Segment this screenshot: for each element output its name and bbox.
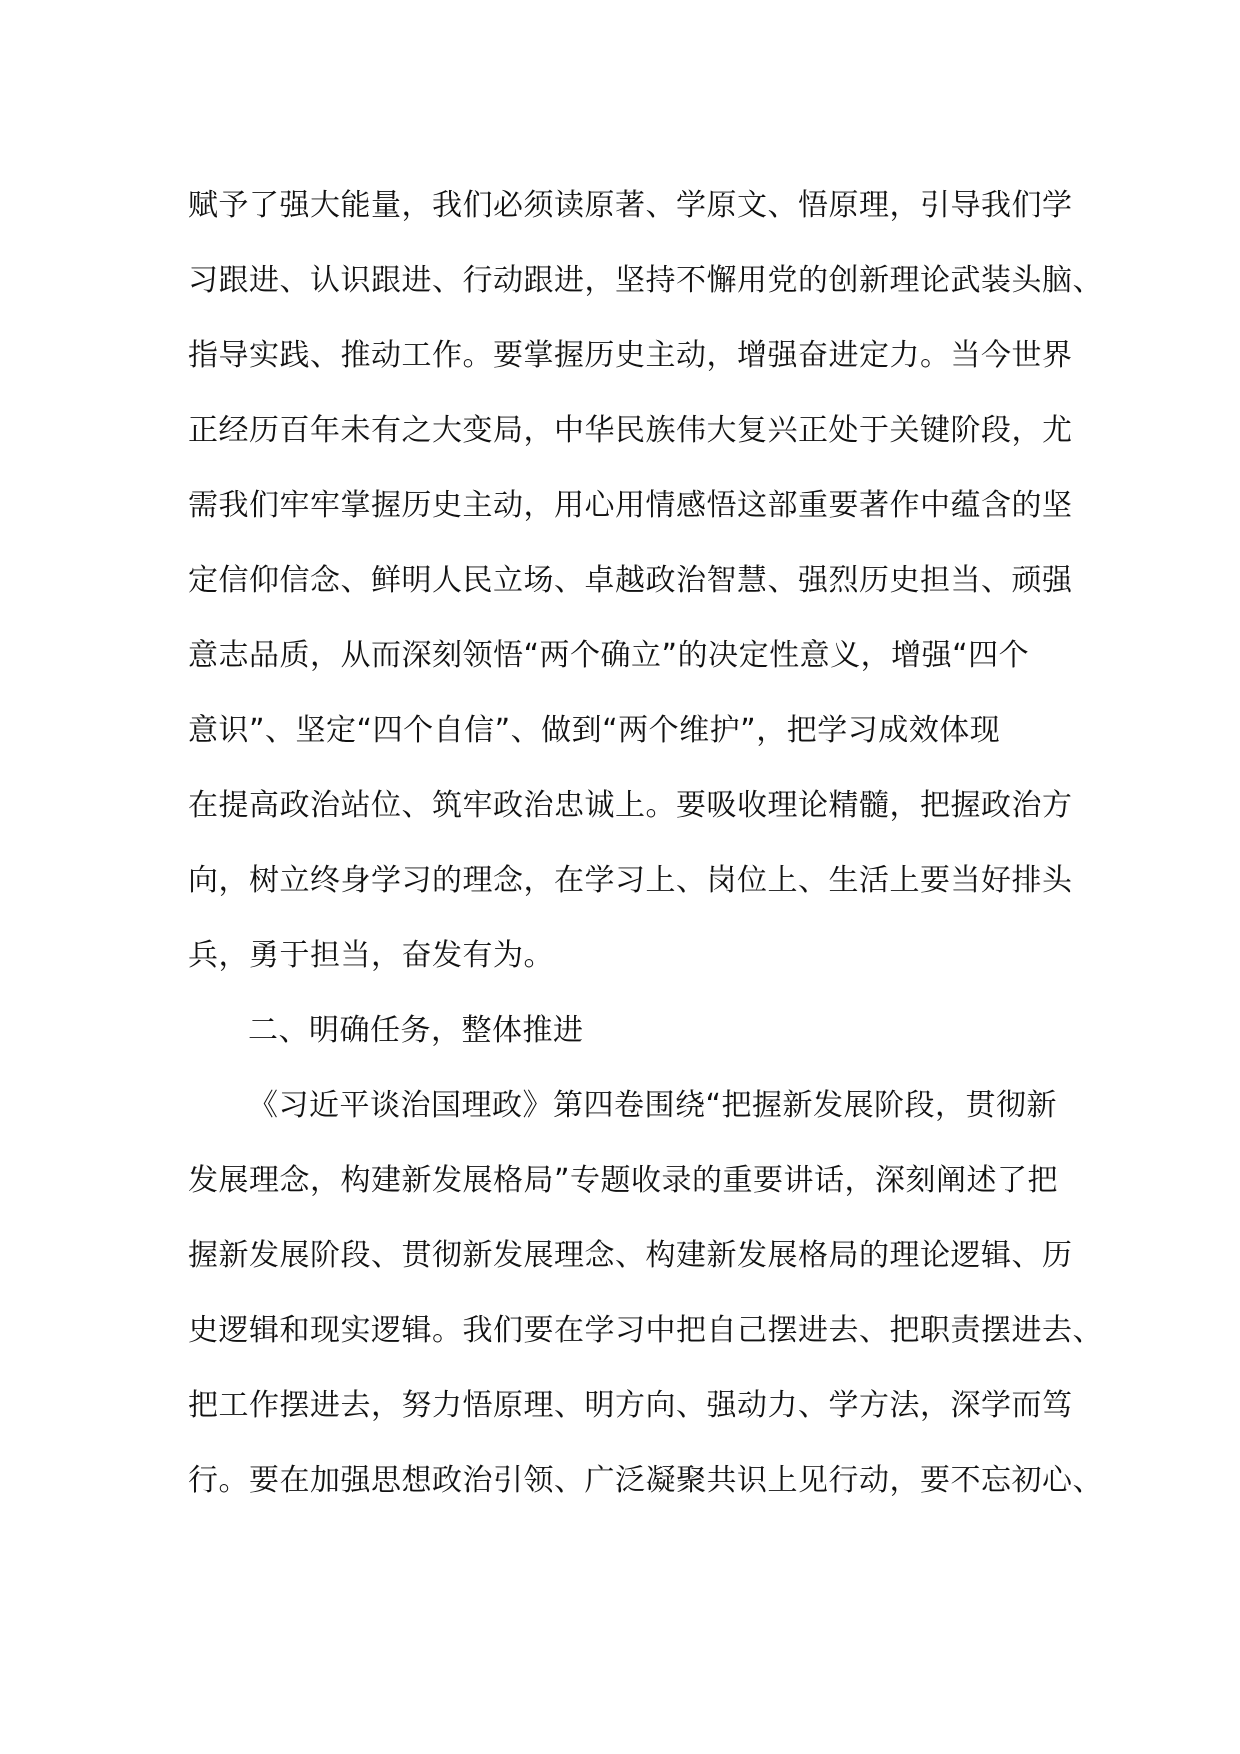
paragraph-line: 在提高政治站位、筑牢政治忠诚上。要吸收理论精髓，把握政治方 xyxy=(188,788,1073,823)
paragraph-line: 发展理念，构建新发展格局”专题收录的重要讲话，深刻阐述了把 xyxy=(188,1163,1059,1198)
paragraph-line: 行。要在加强思想政治引领、广泛凝聚共识上见行动，要不忘初心、 xyxy=(188,1463,1103,1498)
paragraph-line: 赋予了强大能量，我们必须读原著、学原文、悟原理，引导我们学 xyxy=(188,188,1073,223)
paragraph-line: 习跟进、认识跟进、行动跟进，坚持不懈用党的创新理论武装头脑、 xyxy=(188,263,1103,298)
paragraph-line: 史逻辑和现实逻辑。我们要在学习中把自己摆进去、把职责摆进去、 xyxy=(188,1313,1103,1348)
paragraph-line: 握新发展阶段、贯彻新发展理念、构建新发展格局的理论逻辑、历 xyxy=(188,1238,1073,1273)
paragraph-line: 兵，勇于担当，奋发有为。 xyxy=(188,938,554,973)
paragraph-line: 定信仰信念、鲜明人民立场、卓越政治智慧、强烈历史担当、顽强 xyxy=(188,563,1073,598)
paragraph-line: 向，树立终身学习的理念，在学习上、岗位上、生活上要当好排头 xyxy=(188,863,1073,898)
paragraph-line: 把工作摆进去，努力悟原理、明方向、强动力、学方法，深学而笃 xyxy=(188,1388,1073,1423)
paragraph-line: 指导实践、推动工作。要掌握历史主动，增强奋进定力。当今世界 xyxy=(188,338,1073,373)
paragraph-line: 需我们牢牢掌握历史主动，用心用情感悟这部重要著作中蕴含的坚 xyxy=(188,488,1073,523)
paragraph-line: 意志品质，从而深刻领悟“两个确立”的决定性意义，增强“四个 xyxy=(188,638,1030,673)
paragraph-line: 正经历百年未有之大变局，中华民族伟大复兴正处于关键阶段，尤 xyxy=(188,413,1073,448)
section-heading: 二、明确任务，整体推进 xyxy=(248,1013,584,1048)
paragraph-line: 《习近平谈治国理政》第四卷围绕“把握新发展阶段，贯彻新 xyxy=(248,1088,1058,1123)
paragraph-line: 意识”、坚定“四个自信”、做到“两个维护”，把学习成效体现 xyxy=(188,713,1001,748)
document-body xyxy=(188,168,1103,1518)
